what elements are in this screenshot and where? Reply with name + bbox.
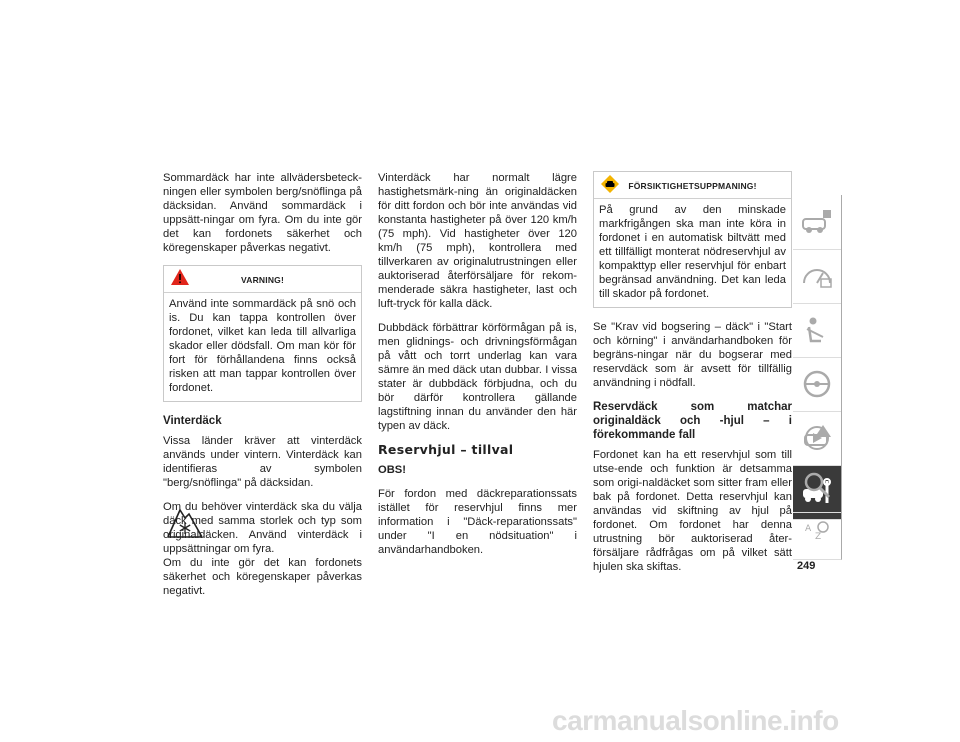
warning-text: Använd inte sommardäck på snö och is. Du kan tappa kontrollen över fordonet, vilket kan leda till allvarliga skador eller dödsfall. Om man kör för fort för förhållandena finns också risken att man tappar kontrollen över fordonet. — [169, 298, 356, 394]
seat-safety-icon — [801, 315, 833, 345]
sidebar-lower-group — [793, 411, 841, 561]
warning-title: VARNING! — [241, 275, 284, 285]
caution-title: FÖRSIKTIGHETSUPPMANING! — [628, 181, 757, 191]
caution-text: På grund av den minskade markfrigången ska man inte köra in fordonet i en automatisk biltvätt med ett tillfälligt monterat nödreservhjul av kompakttyp eller reservhjul för enbart begränsad användning. Det kan leda till skador på fordonet. — [599, 204, 786, 300]
index-icon — [801, 517, 833, 547]
mountain-snowflake-icon — [167, 504, 203, 538]
column-1 — [163, 171, 362, 608]
multimedia-icon — [801, 423, 833, 453]
studded-tire-para: Dubbdäck förbättrar körförmågan på is, men glidnings- och drivningsförmågan på vått och torrt underlag kan vara sämre än med däck utan dubbar. I vissa stater är dubbdäck förbjudna, och du bör därför kontrollera gällande lagstiftning innan du använder den här typen av däck. — [378, 322, 577, 432]
dashboard-warning-icon — [801, 261, 833, 291]
search-icon — [801, 470, 833, 500]
column-3 — [593, 171, 792, 584]
section-heading-winter-tires: Vinterdäck — [163, 415, 222, 427]
winter-speed-para: Vinterdäck har normalt lägre hastighetsmärk-ning än originaldäcken för ditt fordon och bör inte användas vid konstanta hastigheter på över 120 km/h (75 mph). Vid hastigheter över 120 km/h (75 mph), kontrollera med tillverkaren av originalutrustningen eller auktoriserad återförsäljare för rekom-menderade säkra hastigheter, last och luft-tryck för kalla däck. — [378, 172, 577, 310]
section-heading-matching-spare: Reservdäck som matchar originaldäck och -hjul – i förekommande fall — [593, 401, 792, 441]
warning-box — [163, 265, 362, 402]
sidebar-tab-index[interactable] — [793, 505, 842, 560]
steering-wheel-icon — [801, 369, 833, 399]
sidebar-tab-safety[interactable] — [793, 303, 842, 358]
watermark: carmanualsonline.info — [552, 705, 839, 736]
obs-text: För fordon med däckreparationssats istället för reservhjul finns mer information i "Däck-reparationssats" under "I en nödsituation" i användarhandboken. — [378, 488, 577, 556]
towing-para: Se "Krav vid bogsering – däck" i "Start och körning" i användarhandboken för begräns-ningar när du bogserar med reservdäck som är avsett för tillfällig användning i nödfall. — [593, 321, 792, 389]
summer-tire-intro: Sommardäck har inte allvädersbeteck-ningen eller symbolen berg/snöflinga på däcksidan. Använd sommardäck i uppsätt-ningar om fyra. Om du inte gör det kan fordonets säkerhet och köregenskaper påverkas negativt. — [163, 172, 362, 254]
page-number: 249 — [797, 560, 816, 572]
sidebar-tab-dashboard[interactable] — [793, 249, 842, 304]
winter-tire-para1: Vissa länder kräver att vinterdäck används under vintern. Vinterdäck kan identifieras av symbolen "berg/snöflinga" på däcksidan. — [163, 435, 362, 489]
winter-tire-para2-indent: Om du behöver vinterdäck ska du välja däck med samma storlek och typ som originaldäcken. Använd vinterdäck i uppsättningar om fyra. — [163, 501, 362, 555]
sidebar-tab-car-info[interactable] — [793, 195, 842, 250]
section-heading-spare-wheel: Reservhjul – tillval — [378, 442, 514, 457]
obs-label: OBS! — [378, 464, 406, 476]
column-2 — [378, 171, 577, 567]
snowflake-row — [163, 500, 362, 598]
winter-tire-para2-rest: Om du inte gör det kan fordonets säkerhet och köregenskaper påverkas negativt. — [163, 557, 362, 597]
caution-box — [593, 171, 792, 308]
caution-header — [594, 172, 791, 199]
svg-text:Z: Z — [815, 532, 822, 542]
matching-spare-para: Fordonet kan ha ett reservhjul som till utse-ende och funktion är detsamma som origi-naldäcket som sitter fram eller bak på fordonet. Detta reservhjul kan användas vid skiftning av hjul på fordonet. Om fordonet har denna utrustning bör auktoriserad åter-försäljare rådfrågas om på vilket sätt hjulen ska skiftas. — [593, 449, 792, 573]
car-info-icon — [801, 207, 833, 237]
sidebar-tab-driving[interactable] — [793, 357, 842, 412]
svg-text:A: A — [805, 524, 812, 534]
warning-header — [164, 266, 361, 293]
